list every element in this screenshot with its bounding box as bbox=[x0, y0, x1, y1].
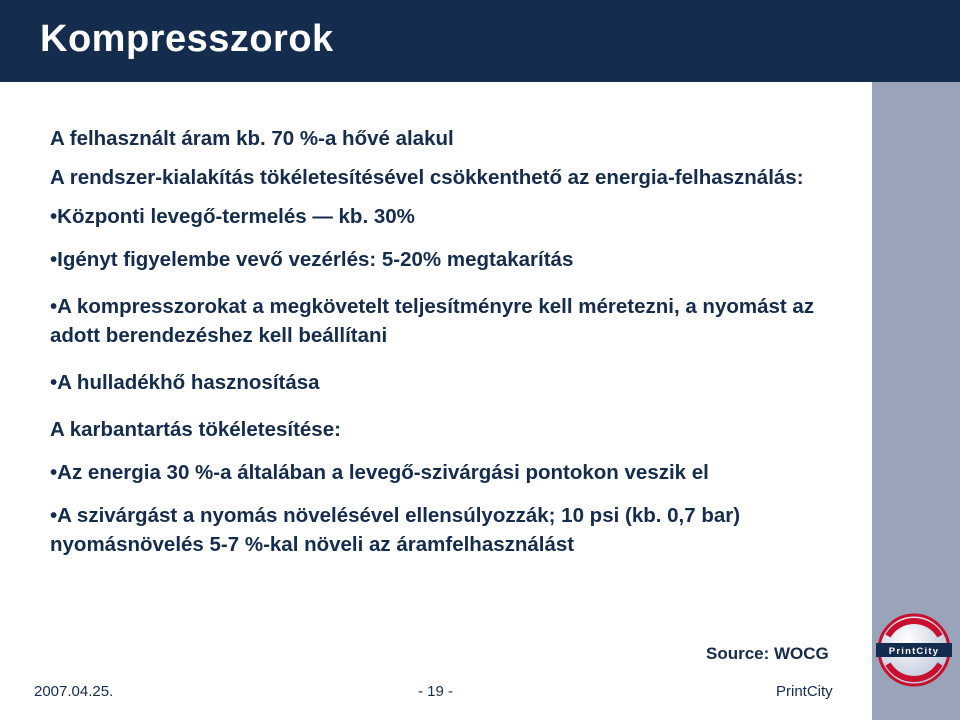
bullet-waste-heat: •A hulladékhő hasznosítása bbox=[50, 371, 320, 394]
bullet-compressor-sizing: •A kompresszorokat a megkövetelt teljesítményre kell méretezni, a nyomást az adott berendezéshez kell beállítani bbox=[50, 295, 815, 347]
slide-body bbox=[50, 124, 850, 559]
logo-text: PrintCity bbox=[888, 646, 940, 657]
text-maintenance: A karbantartás tökéletesítése: bbox=[50, 418, 341, 441]
bullet-pressure-increase: •A szivárgást a nyomás növelésével ellensúlyozzák; 10 psi (kb. 0,7 bar) nyomásnövelés 5-7 %-kal növeli az áramfelhasználást bbox=[50, 504, 741, 556]
text-line-1: A felhasznált áram kb. 70 %-a hővé alakul bbox=[50, 127, 454, 150]
page-number: - 19 - bbox=[418, 683, 454, 700]
bullet-central-air: •Központi levegő-termelés — kb. 30% bbox=[50, 205, 415, 228]
source-note: Source: WOCG bbox=[706, 644, 829, 663]
footer-brand: PrintCity bbox=[776, 683, 833, 700]
footer-date: 2007.04.25. bbox=[34, 683, 114, 700]
slide-title: Kompresszorok bbox=[40, 18, 334, 60]
title-bar bbox=[0, 0, 960, 82]
printcity-logo bbox=[874, 610, 954, 690]
bullet-leakage: •Az energia 30 %-a általában a levegő-szivárgási pontokon veszik el bbox=[50, 461, 709, 484]
text-line-2: A rendszer-kialakítás tökéletesítésével csökkenthető az energia-felhasználás: bbox=[50, 166, 804, 189]
bullet-demand-control: •Igényt figyelembe vevő vezérlés: 5-20% megtakarítás bbox=[50, 248, 574, 271]
